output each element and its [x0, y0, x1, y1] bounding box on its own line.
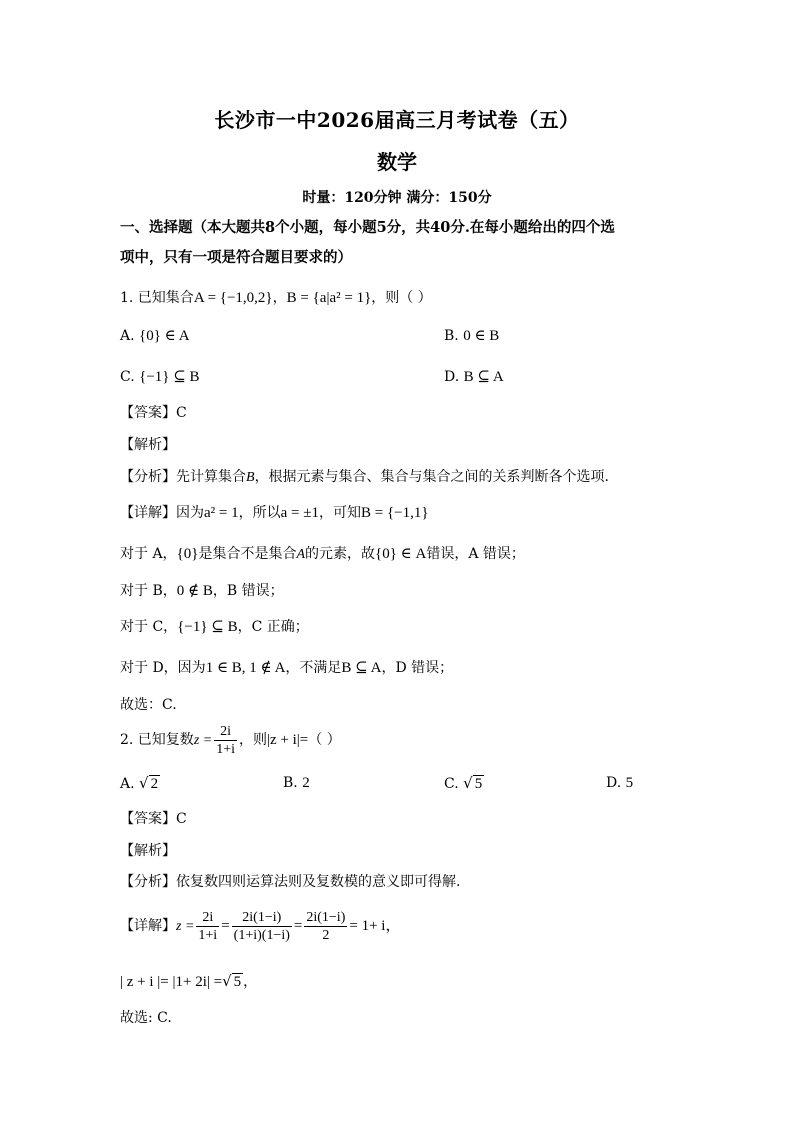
q2-option-a [120, 773, 160, 794]
q1-set-b: B = {a|a² = 1} [286, 290, 372, 306]
q2-modulus [120, 971, 257, 992]
text: 的元素，故 [305, 546, 376, 562]
q2-fraction [214, 723, 237, 758]
xiangjie-tag: 【详解】 [120, 505, 176, 521]
sqrt-icon: √ [463, 774, 473, 792]
denominator: 1+i [216, 741, 236, 757]
q2-suffix: （ ） [308, 732, 341, 748]
text: 对于 A， [120, 546, 177, 562]
q2-prefix: 2. 已知复数 [120, 732, 194, 748]
section-heading-line2: 项中，只有一项是符合题目要求的） [120, 249, 352, 266]
option-text: {−1} ⊆ B [139, 369, 200, 385]
option-label: B. [283, 775, 298, 791]
q1-detail-a [120, 544, 525, 565]
q2-conclusion: 故选: C. [120, 1010, 172, 1026]
section-heading-line1: 一、选择题（本大题共8个小题，每小题5分，共40分.在每小题给出的四个选 [120, 219, 615, 236]
xj-text-2: ，所以 [238, 505, 281, 521]
q2-option-c [444, 773, 484, 794]
q1-option-b [444, 326, 499, 346]
q1-xiangjie [120, 503, 429, 523]
fenxi-tag: 【分析】 [120, 874, 176, 890]
option-label: D. [444, 369, 460, 385]
option-label: C. [120, 369, 135, 385]
fenxi-text-2: ，根据元素与集合、集合与集合之间的关系判断各个选项. [254, 469, 610, 485]
answer-tag: 【答案】 [120, 811, 176, 827]
q2-z: z = [193, 733, 213, 748]
xj-eq1: a² = 1 [204, 505, 239, 521]
xj-tail: = 1+ i， [349, 918, 401, 934]
option-text: 0 ∈ B [463, 328, 500, 344]
option-text: 2 [150, 776, 159, 792]
xj-frac-2 [232, 909, 292, 944]
option-label: A. [120, 328, 135, 344]
q1-set-a: A = {−1,0,2} [193, 290, 273, 306]
option-text: 5 [625, 775, 634, 791]
text: ，不满足 [285, 660, 342, 676]
q1-option-c [120, 367, 200, 387]
xj-eq2: a = ±1 [280, 505, 319, 521]
xj-frac-1 [196, 909, 219, 944]
text: 是集合不是集合 [198, 546, 297, 562]
denominator: 2 [322, 927, 330, 943]
fenxi-text: 先计算集合 [176, 469, 246, 485]
xj-frac-3 [304, 909, 347, 944]
option-text: {0} ∈ A [139, 328, 190, 344]
modulus-expr: | z + i |= |1+ 2i| = [120, 974, 223, 990]
option-text: 5 [474, 776, 483, 792]
answer-value: C [176, 811, 187, 827]
q2-xiangjie [120, 904, 400, 949]
math: {−1} ⊆ B [177, 619, 238, 635]
option-label: C. [444, 776, 459, 792]
q1-detail-d [120, 658, 453, 678]
q2-answer [120, 809, 187, 829]
punctuation: ， [243, 974, 258, 990]
question-2-stem [120, 722, 341, 759]
option-label: B. [444, 328, 459, 344]
text: 对于 B， [120, 583, 177, 599]
text: 对于 C， [120, 619, 178, 635]
xj-text: 因为 [176, 505, 204, 521]
math: 0 ∉ B [176, 583, 213, 599]
q1-prefix: 1. 已知集合 [120, 290, 194, 306]
sqrt-icon: √ [139, 774, 149, 792]
xiangjie-tag: 【详解】 [120, 918, 176, 934]
equals-sign: = [221, 918, 230, 934]
numerator: 2i(1−i) [306, 909, 346, 925]
equals-sign: = [293, 918, 303, 934]
question-1-stem [120, 288, 432, 308]
time-info: 时量：120分钟 满分：150分 [302, 190, 492, 206]
q2-fenxi [120, 872, 460, 892]
math: 1 ∈ B, 1 ∉ A [205, 660, 286, 676]
exam-title: 长沙市一中2026届高三月考试卷（五） [214, 108, 580, 132]
option-label: D. [606, 775, 622, 791]
math: B ⊆ A [341, 660, 382, 676]
math: {0} ∈ A [375, 546, 427, 562]
modulus-value: 5 [233, 974, 242, 990]
math: {0} [176, 546, 199, 562]
q1-fenxi [120, 467, 609, 488]
numerator: 2i [196, 909, 219, 927]
q2-abs: |z + i|= [267, 732, 309, 748]
q1-option-d [444, 367, 504, 387]
text: 对于 D，因为 [120, 660, 206, 676]
q1-detail-c [120, 617, 309, 637]
option-text: 2 [302, 775, 310, 791]
text: ，B 错误； [212, 583, 284, 599]
q1-suffix: ，则（ ） [371, 290, 432, 306]
denominator: (1+i)(1−i) [233, 927, 290, 943]
math-var: A [296, 547, 306, 562]
q2-analysis-tag: 【解析】 [120, 843, 176, 859]
q2-option-b [283, 773, 310, 793]
denominator: 1+i [198, 927, 218, 943]
answer-tag: 【答案】 [120, 405, 176, 421]
q2-mid: ，则 [239, 732, 268, 748]
fenxi-tag: 【分析】 [120, 469, 176, 485]
numerator: 2i [214, 723, 237, 741]
q1-conclusion: 故选：C. [120, 697, 177, 713]
q1-analysis-tag: 【解析】 [120, 437, 176, 453]
q1-option-a [120, 326, 190, 346]
sqrt-icon: √ [222, 972, 232, 990]
text: ，C 正确； [237, 619, 309, 635]
option-text: B ⊆ A [463, 369, 504, 385]
xj-eq3: B = {−1,1} [360, 505, 429, 521]
subject-title: 数学 [377, 150, 417, 174]
numerator: 2i(1−i) [232, 909, 292, 927]
text: ，D 错误； [381, 660, 454, 676]
xj-text-3: ，可知 [318, 505, 361, 521]
q1-detail-b [120, 581, 284, 601]
option-label: A. [120, 776, 135, 792]
answer-value: C [176, 405, 187, 421]
text: 错误，A 错误； [426, 546, 525, 562]
q1-sep: ， [272, 290, 287, 306]
q2-option-d [606, 773, 633, 793]
q1-answer [120, 403, 187, 423]
xj-z: z = [176, 919, 195, 934]
fenxi-text: 依复数四则运算法则及复数模的意义即可得解. [176, 874, 461, 890]
fenxi-var: B [246, 470, 255, 485]
